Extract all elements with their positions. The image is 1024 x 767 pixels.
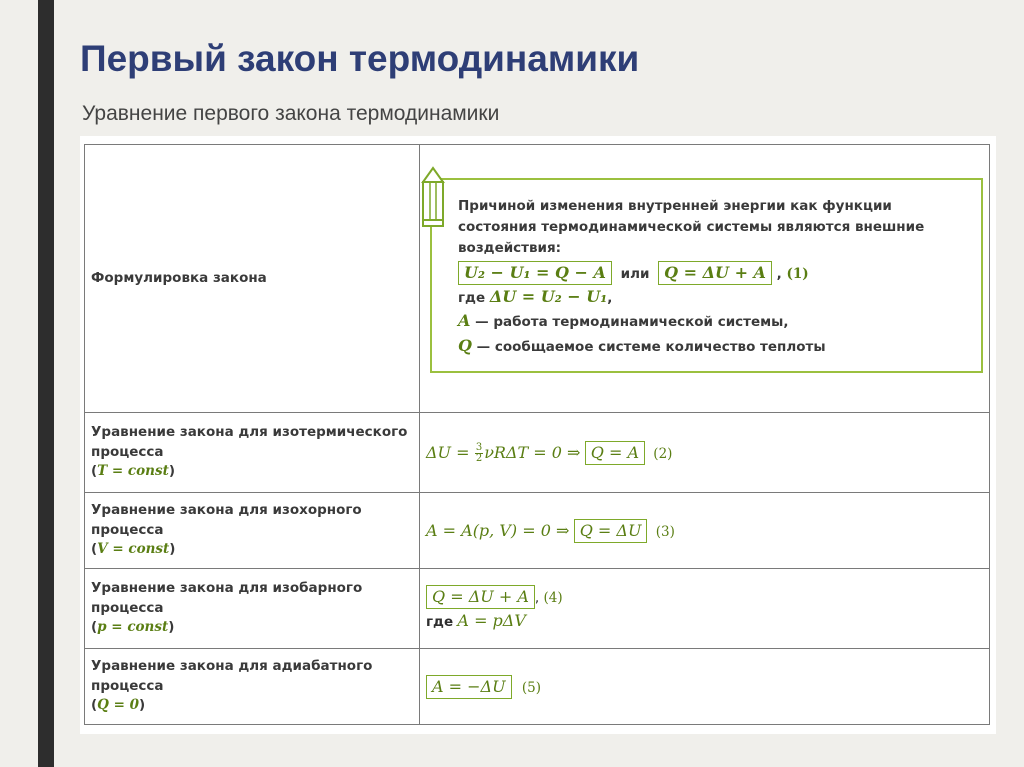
equation-number: (3) <box>655 523 675 540</box>
row-value: Q = ΔU + A , (4) где A = pΔV <box>420 569 990 649</box>
equation-box: Q = ΔU + A <box>426 585 535 609</box>
note-text: Причиной изменения внутренней энергии как функции состояния термодинамической системы являются внешние воздействия: <box>458 197 925 256</box>
fraction: $\frac{3}{2}$ <box>475 442 483 464</box>
equation-number: (2) <box>653 445 673 462</box>
where-word: где <box>426 613 454 630</box>
equation-number: (1) <box>786 265 809 282</box>
table-row <box>85 649 990 725</box>
table-row <box>85 145 990 413</box>
table-row <box>85 493 990 569</box>
or-word: или <box>620 265 650 282</box>
where-line: где ΔU = U₂ − U₁, <box>458 286 613 306</box>
left-accent-bar <box>38 0 54 767</box>
equation-box: Q = ΔU + A <box>658 261 772 285</box>
condition: V = const <box>97 541 170 558</box>
pencil-icon <box>418 166 448 228</box>
symbol-a: A <box>458 311 471 331</box>
table-row <box>85 569 990 649</box>
condition: Q = 0 <box>97 697 140 714</box>
symbol-q: Q <box>458 336 472 356</box>
row-label: Уравнение закона для изотермического процесса (T = const) <box>85 413 420 493</box>
row-label: Уравнение закона для изохорного процесса (V = const) <box>85 493 420 569</box>
page-title: Первый закон термодинамики <box>80 38 640 79</box>
row-label: Уравнение закона для адиабатного процесса (Q = 0) <box>85 649 420 725</box>
definition-a <box>458 309 967 334</box>
condition: p = const <box>97 619 169 636</box>
equation-box: U₂ − U₁ = Q − A <box>458 261 612 285</box>
condition: T = const <box>97 463 169 480</box>
equation-number: (4) <box>543 589 563 606</box>
definition-text: — сообщаемое системе количество теплоты <box>471 339 826 356</box>
equation-box: A = −ΔU <box>426 675 512 699</box>
row-label: Формулировка закона <box>85 145 420 413</box>
main-equation-line: U₂ − U₁ = Q − A или Q = ΔU + A , (1) <box>458 261 967 285</box>
law-table-image <box>80 136 996 734</box>
row-value <box>420 649 990 725</box>
row-value <box>420 413 990 493</box>
formulation-note <box>430 178 983 373</box>
law-table <box>84 144 990 725</box>
definition-q <box>458 334 967 359</box>
definition-text: — работа термодинамической системы, <box>470 314 789 331</box>
row-value <box>420 493 990 569</box>
equation-box: Q = ΔU <box>574 519 648 543</box>
where-equation: ΔU = U₂ − U₁ <box>489 286 608 306</box>
equation-number: (5) <box>521 679 541 696</box>
equation: A = A(p, V) = 0 ⇒ <box>426 520 570 540</box>
where-equation: A = pΔV <box>457 610 526 630</box>
where-word: где <box>458 289 486 306</box>
table-row <box>85 413 990 493</box>
row-label: Уравнение закона для изобарного процесса (p = const) <box>85 569 420 649</box>
equation: νRΔT = 0 ⇒ <box>484 442 581 462</box>
equation: ΔU = <box>426 442 470 462</box>
equation-box: Q = A <box>585 441 645 465</box>
page-subtitle: Уравнение первого закона термодинамики <box>82 102 500 125</box>
row-value <box>420 145 990 413</box>
